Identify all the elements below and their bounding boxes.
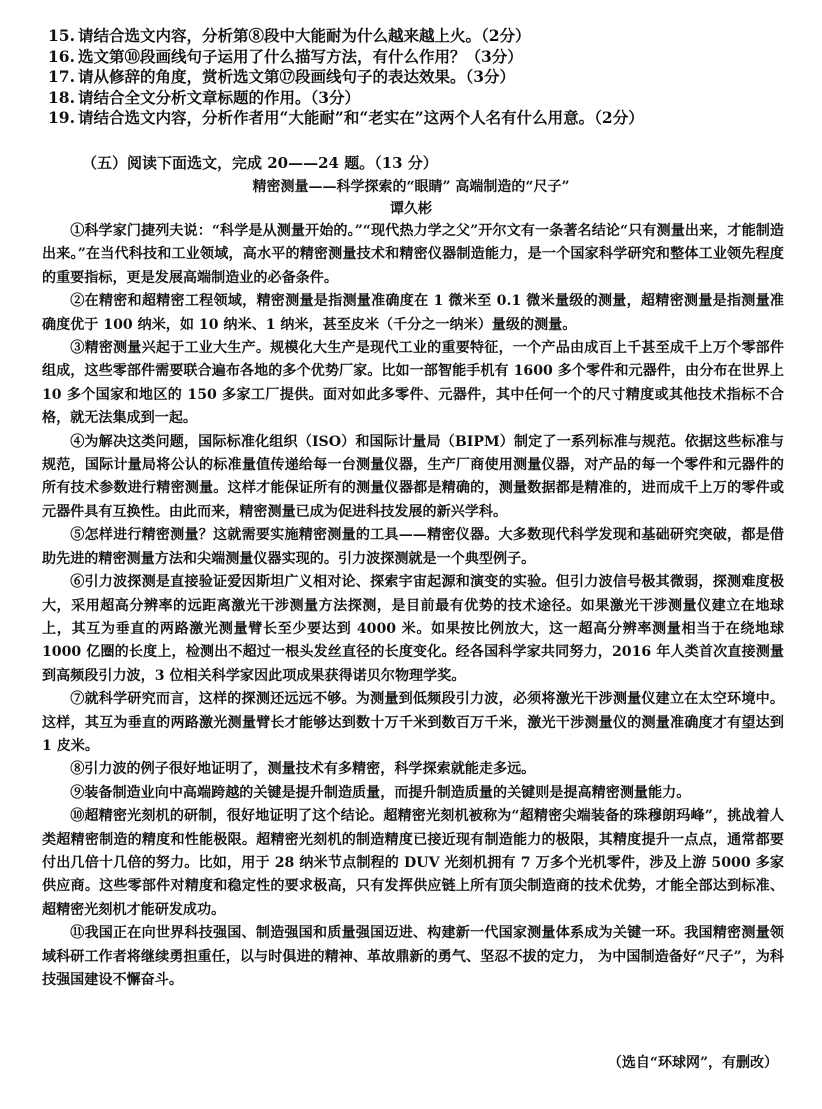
- question-list: [48, 26, 808, 129]
- question-number: 19.: [48, 108, 75, 128]
- question-item: [48, 88, 808, 109]
- article-paragraph: ④为解决这类问题，国际标准化组织（ISO）和国际计量局（BIPM）制定了一系列标准与规范。依据这些标准与规范，国际计量局将公认的标准量值传递给每一台测量仪器，生产厂商使用测量仪器，对产品的每一个零件和元器件的所有技术参数进行精密测量。这样才能保证所有的测量仪器都是精确的，测量数据都是精准的，进而成千上万的零件或元器件具有互换性。由此而来，精密测量已成为促进科技发展的新兴学科。: [42, 433, 784, 520]
- section-heading: （五）阅读下面选文，完成 20——24 题。（13 分）: [82, 154, 438, 172]
- question-item: [48, 108, 808, 129]
- question-item: [48, 47, 808, 68]
- article-paragraph: ①科学家门捷列夫说：“科学是从测量开始的。”“现代热力学之父”开尔文有一条著名结论“只有测量出来，才能制造出来。”在当代科技和工业领域，高水平的精密测量技术和精密仪器制造能力，是一个国家科学研究和整体工业领先程度的重要指标，更是发展高端制造业的必备条件。: [42, 223, 784, 286]
- question-text: 请从修辞的角度，赏析选文第⑰段画线句子的表达效果。（3分）: [78, 67, 516, 87]
- question-text: 请结合选文内容，分析作者用“大能耐”和“老实在”这两个人名有什么用意。（2分）: [78, 108, 644, 128]
- article-body: [42, 220, 784, 992]
- question-text: 请结合选文内容，分析第⑧段中大能耐为什么越来越上火。（2分）: [78, 26, 531, 45]
- article-paragraph: ②在精密和超精密工程领域，精密测量是指测量准确度在 1 微米至 0.1 微米量级的测量，超精密测量是指测量准确度优于 100 纳米，如 10 纳米、1 纳米，甚至皮米（千分之一纳米）量级的测量。: [42, 293, 784, 333]
- question-item: [48, 26, 808, 47]
- question-text: 选文第⑩段画线句子运用了什么描写方法，有什么作用？（3分）: [78, 46, 523, 66]
- question-number: 15.: [48, 26, 75, 45]
- article-paragraph: ⑩超精密光刻机的研制，很好地证明了这个结论。超精密光刻机被称为“超精密尖端装备的珠穆朗玛峰”，挑战着人类超精密制造的精度和性能极限。超精密光刻机的制造精度已接近现有制造能力的极限，其精度提升一点点，通常都要付出几倍十几倍的努力。比如，用于 28 纳米节点制程的 DUV 光刻机拥有 7 万多个光机零件，涉及上游 5000 多家供应商。这些零部件对精度和稳定性的要求极高，只有发挥供应链上所有顶尖制造商的技术优势，才能全部达到标准、超精密光刻机才能研发成功。: [42, 808, 784, 918]
- question-number: 17.: [48, 67, 75, 87]
- question-item: [48, 67, 808, 88]
- question-number: 16.: [48, 46, 75, 66]
- article-paragraph: ③精密测量兴起于工业大生产。规模化大生产是现代工业的重要特征，一个产品由成百上千甚至成千上万个零部件组成，这些零部件需要联合遍布各地的多个优势厂家。比如一部智能手机有 1600 多个零件和元器件，由分布在世界上 10 多个国家和地区的 150 多家工厂提供。面对如此多零件、元器件，其中任何一个的尺寸精度或其他技术指标不合格，就无法集成到一起。: [42, 340, 784, 427]
- article-paragraph: ⑨装备制造业向中高端跨越的关键是提升制造质量，而提升制造质量的关键则是提高精密测量能力。: [70, 784, 691, 801]
- article-author: 谭久彬: [390, 201, 432, 217]
- article-source: （选自“环球网”，有删改）: [607, 1055, 778, 1071]
- article-paragraph: ⑪我国正在向世界科技强国、制造强国和质量强国迈进、构建新一代国家测量体系成为关键一环。我国精密测量领域科研工作者将继续勇担重任，以与时俱进的精神、革故鼎新的勇气、坚忍不拔的定力， 为中国制造备好“尺子”，为科技强国建设不懈奋斗。: [42, 925, 784, 988]
- article-paragraph: ⑧引力波的例子很好地证明了，测量技术有多精密，科学探索就能走多远。: [70, 761, 536, 778]
- question-number: 18.: [48, 87, 75, 107]
- article-paragraph: ⑥引力波探测是直接验证爱因斯坦广义相对论、探索宇宙起源和演变的实验。但引力波信号极其微弱，探测难度极大，采用超高分辨率的远距离激光干涉测量方法探测，是目前最有优势的技术途径。如果激光干涉测量仪建立在地球上，其互为垂直的两路激光测量臂长至少要达到 4000 米。如果按比例放大，这一超高分辨率测量相当于在绕地球 1000 亿圈的长度上，检测出不超过一根头发丝直径的长度变化。经各国科学家共同努力，2016 年人类首次直接测量到高频段引力波，3 位相关科学家因此项成果获得诺贝尔物理学奖。: [42, 574, 784, 684]
- article-title: 精密测量——科学探索的“眼睛” 高端制造的“尺子”: [252, 179, 570, 195]
- article-paragraph: ⑤怎样进行精密测量？这就需要实施精密测量的工具——精密仪器。大多数现代科学发现和基础研究突破，都是借助先进的精密测量方法和尖端测量仪器实现的。引力波探测就是一个典型例子。: [42, 527, 784, 567]
- question-text: 请结合全文分析文章标题的作用。（3分）: [78, 87, 361, 107]
- article-paragraph: ⑦就科学研究而言，这样的探测还远远不够。为测量到低频段引力波，必须将激光干涉测量仪建立在太空环境中。这样，其互为垂直的两路激光测量臂长才能够达到数十万千米到数百万千米，激光干涉测量仪的测量准确度才有望达到 1 皮米。: [42, 691, 784, 754]
